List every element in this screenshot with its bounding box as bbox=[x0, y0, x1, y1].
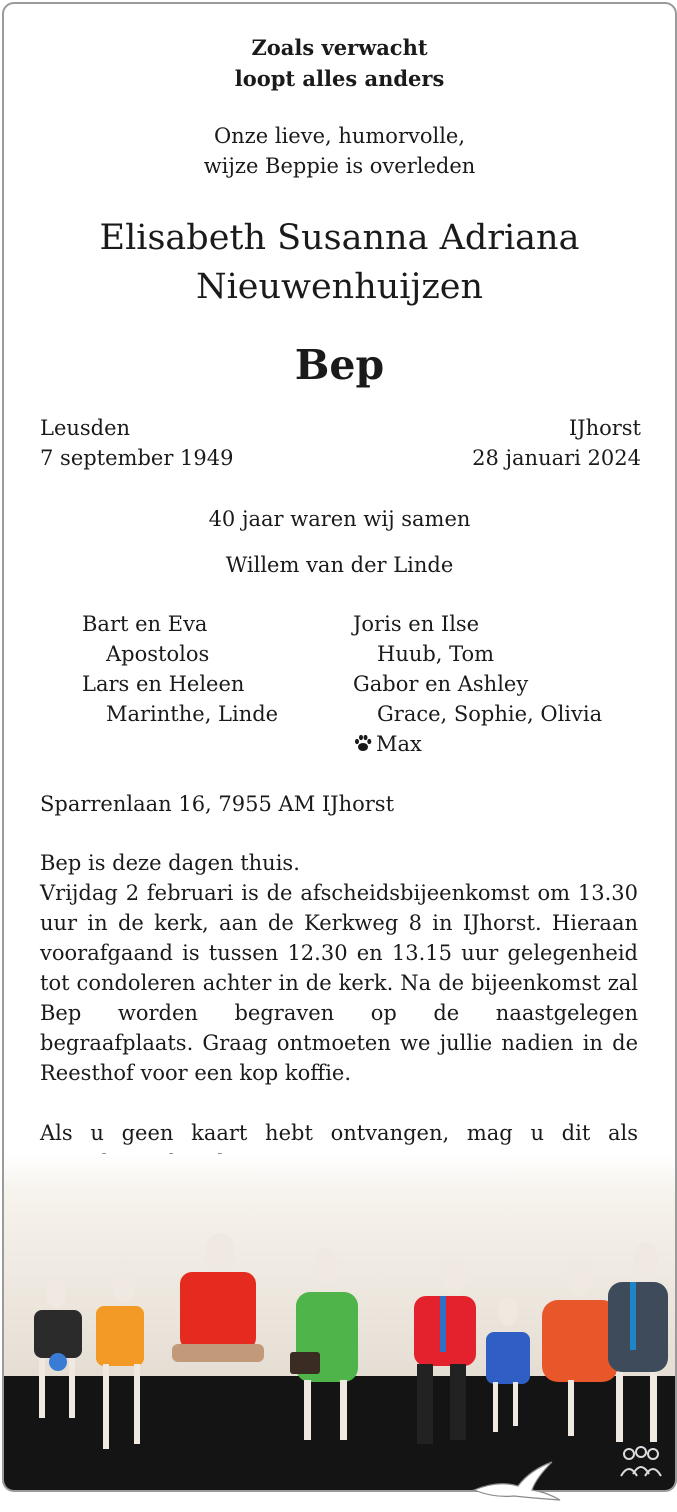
body-paragraph-1: Bep is deze dagen thuis. bbox=[40, 851, 300, 875]
body-paragraph-3: Als u geen kaart hebt ontvangen, mag u dit als bbox=[40, 1121, 638, 1145]
family-column-2 bbox=[353, 609, 602, 759]
deceased-nickname: Bep bbox=[294, 341, 385, 389]
pet-name: Max bbox=[376, 732, 422, 756]
family-line: Marinthe, Linde bbox=[106, 702, 279, 726]
pet-line bbox=[353, 729, 602, 759]
family-line: Joris en Ilse bbox=[353, 612, 480, 636]
announcement-body bbox=[40, 848, 638, 1178]
intro-text bbox=[4, 121, 675, 181]
intro-line-1: Onze lieve, humorvolle, bbox=[213, 124, 466, 148]
figurines-photo bbox=[4, 1154, 675, 1490]
birth-info bbox=[40, 413, 234, 473]
motto bbox=[4, 32, 675, 94]
family-line: Grace, Sophie, Olivia bbox=[377, 702, 603, 726]
name-line-2: Nieuwenhuijzen bbox=[195, 267, 484, 307]
motto-line-2: loopt alles anders bbox=[234, 66, 445, 91]
bird-icon bbox=[470, 1460, 562, 1506]
family-line: Gabor en Ashley bbox=[353, 672, 529, 696]
name-line-1: Elisabeth Susanna Adriana bbox=[99, 218, 580, 258]
paw-icon bbox=[353, 733, 373, 753]
intro-line-2: wijze Beppie is overleden bbox=[203, 154, 476, 178]
obituary-card bbox=[2, 2, 677, 1492]
deceased-full-name bbox=[4, 214, 675, 312]
death-date: 28 januari 2024 bbox=[472, 446, 641, 470]
body-paragraph-2: Vrijdag 2 februari is de afscheidsbijeenkomst om 13.30 uur in de kerk, aan de Kerkweg 8 in IJhorst. Hieraan voorafgaand is tussen 12.30 en 13.15 uur gelegenheid tot condoleren achter in de kerk. Na de bijeenkomst zal Bep worden begraven op de naastgelegen begraafplaats. Graag ontmoeten we jullie nadien in de Reesthof voor een kop koffie. bbox=[40, 881, 638, 1085]
family-column-1 bbox=[82, 609, 278, 729]
death-place: IJhorst bbox=[568, 416, 641, 440]
family-line: Lars en Heleen bbox=[82, 672, 245, 696]
family-logo-icon bbox=[615, 1444, 667, 1484]
home-address: Sparrenlaan 16, 7955 AM IJhorst bbox=[40, 792, 395, 816]
motto-line-1: Zoals verwacht bbox=[251, 35, 428, 60]
partner-name: Willem van der Linde bbox=[225, 553, 454, 577]
death-info bbox=[472, 413, 641, 473]
together-line: 40 jaar waren wij samen bbox=[208, 507, 471, 531]
family-line: Apostolos bbox=[106, 642, 210, 666]
family-line: Huub, Tom bbox=[377, 642, 495, 666]
family-line: Bart en Eva bbox=[82, 612, 208, 636]
birth-date: 7 september 1949 bbox=[40, 446, 234, 470]
birth-place: Leusden bbox=[40, 416, 131, 440]
